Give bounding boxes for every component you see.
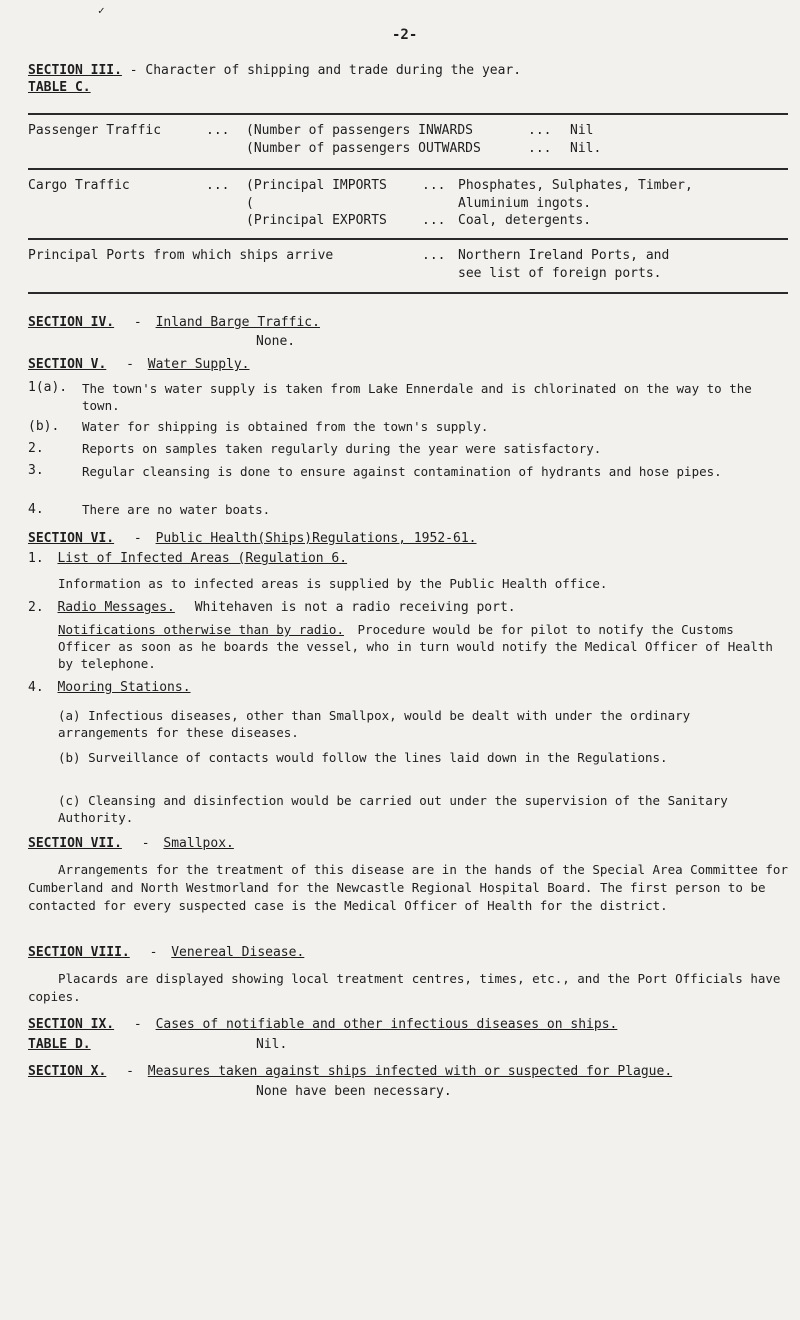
section8-text: Placards are displayed showing local treatment centres, times, etc., and the Port Officials have copies. [28,971,781,1004]
passengers-outwards-dots: ... [528,141,552,156]
principal-imports-value: Phosphates, Sulphates, Timber, [458,178,693,193]
section8-title: Venereal Disease. [171,945,305,960]
principal-imports-value-cont: Aluminium ingots. [458,196,592,211]
water-item-text: There are no water boats. [82,502,271,517]
principal-exports-value: Coal, detergents. [458,213,592,228]
divider [28,113,788,115]
passengers-inwards-value: Nil [570,123,594,138]
divider [28,238,788,240]
ports-dots: ... [422,248,446,263]
section9-title: Cases of notifiable and other infectious diseases on ships. [155,1017,618,1032]
item1-text: Information as to infected areas is supplied by the Public Health office. [58,576,608,591]
section8-line [28,945,304,960]
item2-number: 2. [28,600,44,615]
section5-heading: SECTION V. [28,357,107,372]
section6-line [28,531,476,546]
section4-dash: - [133,315,142,330]
section10-dash: - [126,1064,134,1079]
section4-title: Inland Barge Traffic. [155,315,320,330]
item3-text: Procedure would be for pilot to notify the Customs Officer as soon as he boards the vessel, who in turn would notify the Medical Officer of Health by telephone. [58,622,773,671]
section7-dash: - [141,836,150,851]
section4-body: None. [256,334,296,349]
item3-block [58,621,782,672]
principal-exports-label: (Principal EXPORTS [246,213,387,228]
water-item-text: Water for shipping is obtained from the town's supply. [82,419,489,434]
water-item-number: 2. [28,441,44,456]
section6-dash: - [133,531,142,546]
exports-dots: ... [422,213,446,228]
item1-line [28,551,347,566]
section6-title: Public Health(Ships)Regulations, 1952-61. [155,531,477,546]
section10-text: None have been necessary. [256,1084,452,1099]
water-item-number: 3. [28,463,44,478]
section7-line [28,836,234,851]
water-item-number: 1(a). [28,380,68,395]
section7-text: Arrangements for the treatment of this disease are in the hands of the Special Area Committee for Cumberland and North Westmorland for the Newcastle Regional Hospital Board. The first person to be contacted for every suspected case is the Medical Officer of Health for the district. [28,862,788,913]
section9-value: Nil. [256,1037,288,1052]
section10-heading: SECTION X. [28,1064,107,1079]
section4-line [28,315,320,330]
item4b-text: (b) Surveillance of contacts would follow the lines laid down in the Regulations. [58,750,668,765]
item4-line [28,680,191,695]
passengers-inwards-label: (Number of passengers INWARDS [246,123,473,138]
cargo-traffic-label: Cargo Traffic [28,178,130,193]
passenger-traffic-label: Passenger Traffic [28,123,162,138]
section5-dash: - [126,357,134,372]
principal-ports-label: Principal Ports from which ships arrive [28,248,334,263]
tick-mark: ✓ [98,4,105,17]
item2-line [28,600,516,615]
water-item-number: 4. [28,502,44,517]
passenger-dots: ... [206,123,230,138]
section7-heading: SECTION VII. [28,836,122,851]
item4-number: 4. [28,680,44,695]
section10-title: Measures taken against ships infected with or suspected for Plague. [147,1064,673,1079]
item1-title: List of Infected Areas (Regulation 6. [57,551,348,566]
section3-line [28,63,521,78]
section4-heading: SECTION IV. [28,315,115,330]
section5-title: Water Supply. [147,357,250,372]
section9-heading: SECTION IX. [28,1017,115,1032]
section3-table-label: TABLE C. [28,80,91,95]
principal-imports-label: (Principal IMPORTS [246,178,387,193]
section7-title: Smallpox. [163,836,234,851]
bracket-mark: ( [246,196,254,211]
item2-text: Whitehaven is not a radio receiving port. [194,600,516,615]
section3-heading: SECTION III. [28,63,122,78]
passengers-outwards-value: Nil. [570,141,602,156]
section9-line [28,1017,617,1032]
water-item-text: The town's water supply is taken from Lake Ennerdale and is chlorinated on the way to the town. [82,381,752,413]
water-item-text: Reports on samples taken regularly during the year were satisfactory. [82,441,602,456]
section10-line [28,1064,672,1079]
item3-title: Notifications otherwise than by radio. [58,622,344,637]
section3-title: - Character of shipping and trade during the year. [129,63,522,78]
section6-heading: SECTION VI. [28,531,115,546]
page-number: -2- [392,27,418,43]
item4-title: Mooring Stations. [57,680,191,695]
principal-ports-value-cont: see list of foreign ports. [458,266,662,281]
section9-table-label: TABLE D. [28,1037,91,1052]
divider [28,292,788,294]
passengers-outwards-label: (Number of passengers OUTWARDS [246,141,481,156]
section9-dash: - [133,1017,142,1032]
item1-number: 1. [28,551,44,566]
section8-heading: SECTION VIII. [28,945,130,960]
passengers-inwards-dots: ... [528,123,552,138]
section5-line [28,357,250,372]
item4c-text: (c) Cleansing and disinfection would be carried out under the supervision of the Sanitary Authority. [58,793,728,825]
divider [28,168,788,170]
cargo-dots: ... [206,178,230,193]
item4a-text: (a) Infectious diseases, other than Smallpox, would be dealt with under the ordinary arrangements for these diseases. [58,708,691,740]
water-item-number: (b). [28,419,60,434]
section8-dash: - [149,945,158,960]
principal-ports-value: Northern Ireland Ports, and [458,248,670,263]
water-item-text: Regular cleansing is done to ensure against contamination of hydrants and hose pipes. [82,464,722,479]
imports-dots: ... [422,178,446,193]
item2-title: Radio Messages. [57,600,175,615]
